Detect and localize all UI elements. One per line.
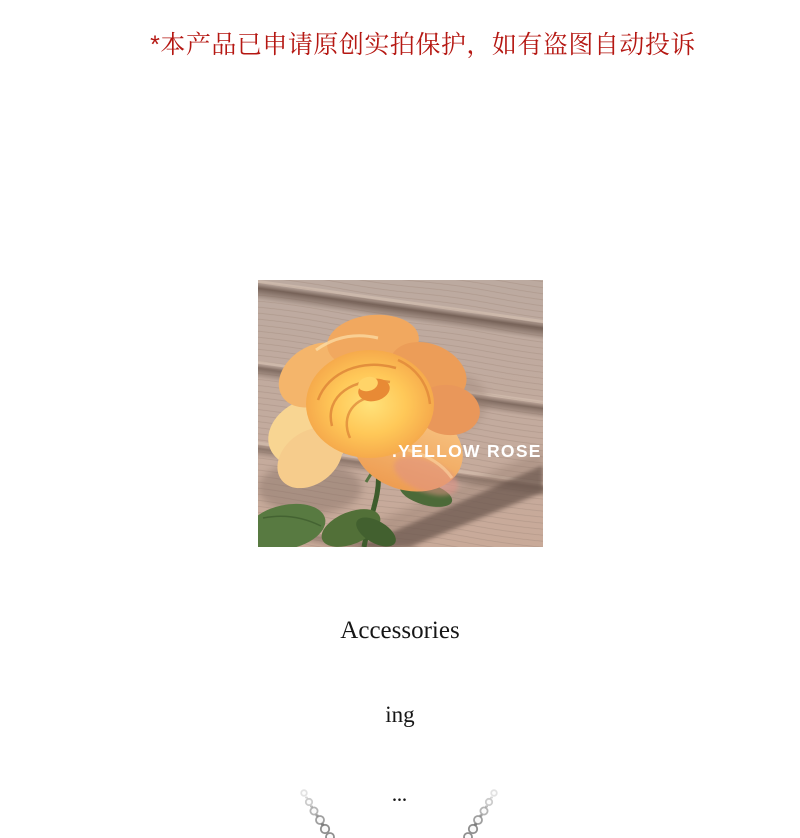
anti-theft-notice: *本产品已申请原创实拍保护，如有盗图自动投诉 <box>150 31 696 59</box>
caption-accessories: Accessories <box>340 617 460 644</box>
product-photo-yellow-rose[interactable] <box>258 280 543 547</box>
photo-overlay-text: .YELLOW ROSE <box>392 441 542 461</box>
caption-ing: ing <box>385 702 415 727</box>
necklace-chain-left-image <box>294 787 340 838</box>
rose-photo-illustration <box>258 280 543 547</box>
necklace-chain-right-image <box>458 787 504 838</box>
caption-ellipsis: ... <box>392 788 408 805</box>
